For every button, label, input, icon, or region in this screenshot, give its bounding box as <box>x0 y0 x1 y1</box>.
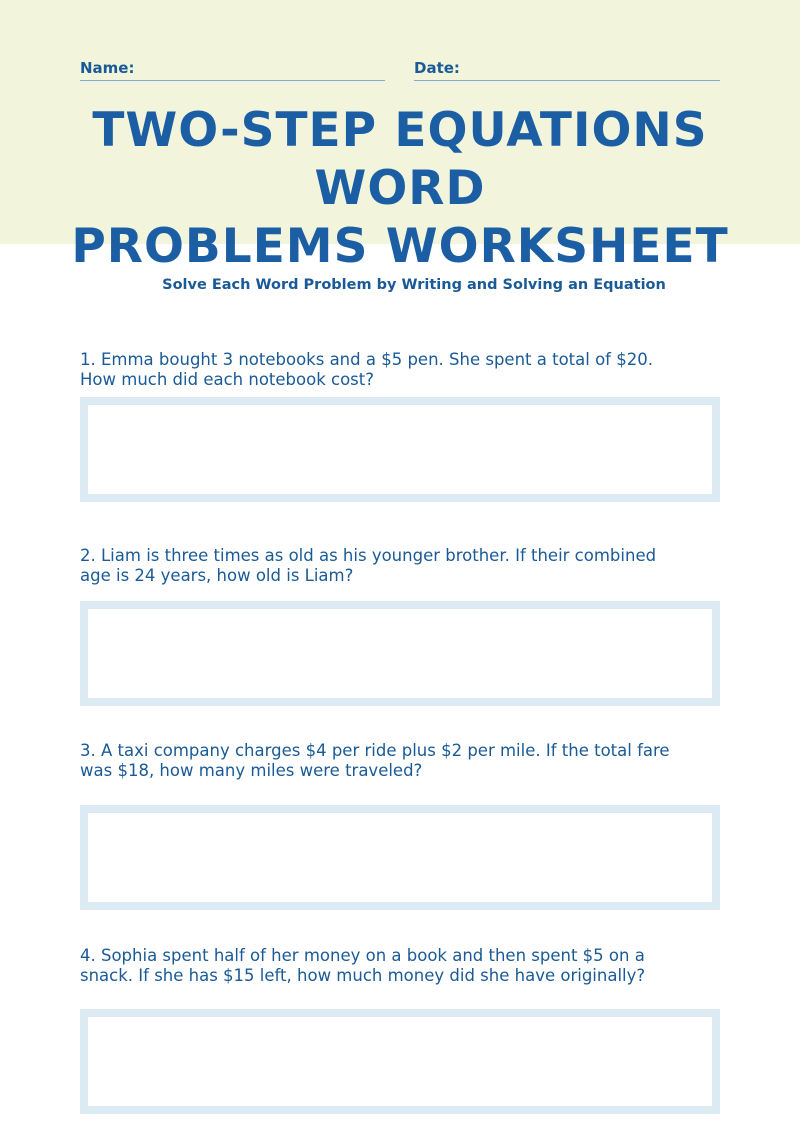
problem-2-question <box>80 546 720 586</box>
problem-1-line-2: How much did each notebook cost? <box>80 370 374 389</box>
problem-2-line-1: 2. Liam is three times as old as his younger brother. If their combined <box>80 546 657 565</box>
instructions: Solve Each Word Problem by Writing and Solving an Equation <box>162 277 666 293</box>
problem-1-question <box>80 350 720 390</box>
title-line-2: PROBLEMS WORKSHEET <box>71 219 729 274</box>
problem-3-line-2: was $18, how many miles were traveled? <box>80 761 423 780</box>
problem-1-answer-box[interactable] <box>80 397 720 502</box>
name-field[interactable] <box>80 58 385 81</box>
problem-3-answer-box[interactable] <box>80 805 720 910</box>
problem-3-question <box>80 741 720 781</box>
problem-4-line-2: snack. If she has $15 left, how much money did she have originally? <box>80 966 646 985</box>
date-label: Date: <box>414 59 460 77</box>
name-label: Name: <box>80 59 135 77</box>
date-field[interactable] <box>414 58 720 81</box>
title-line-1: TWO-STEP EQUATIONS WORD <box>92 103 708 216</box>
problem-4 <box>80 946 720 986</box>
problem-3-line-1: 3. A taxi company charges $4 per ride plus $2 per mile. If the total fare <box>80 741 670 760</box>
problem-1-line-1: 1. Emma bought 3 notebooks and a $5 pen. She spent a total of $20. <box>80 350 653 369</box>
problem-4-line-1: 4. Sophia spent half of her money on a book and then spent $5 on a <box>80 946 645 965</box>
problem-2-answer-box[interactable] <box>80 601 720 706</box>
worksheet-title <box>0 102 800 276</box>
problem-4-answer-box[interactable] <box>80 1009 720 1114</box>
problem-4-question <box>80 946 720 986</box>
problem-3 <box>80 741 720 781</box>
worksheet-header <box>0 0 800 274</box>
problem-2 <box>80 546 720 586</box>
problem-2-line-2: age is 24 years, how old is Liam? <box>80 566 354 585</box>
problem-1 <box>80 350 720 390</box>
